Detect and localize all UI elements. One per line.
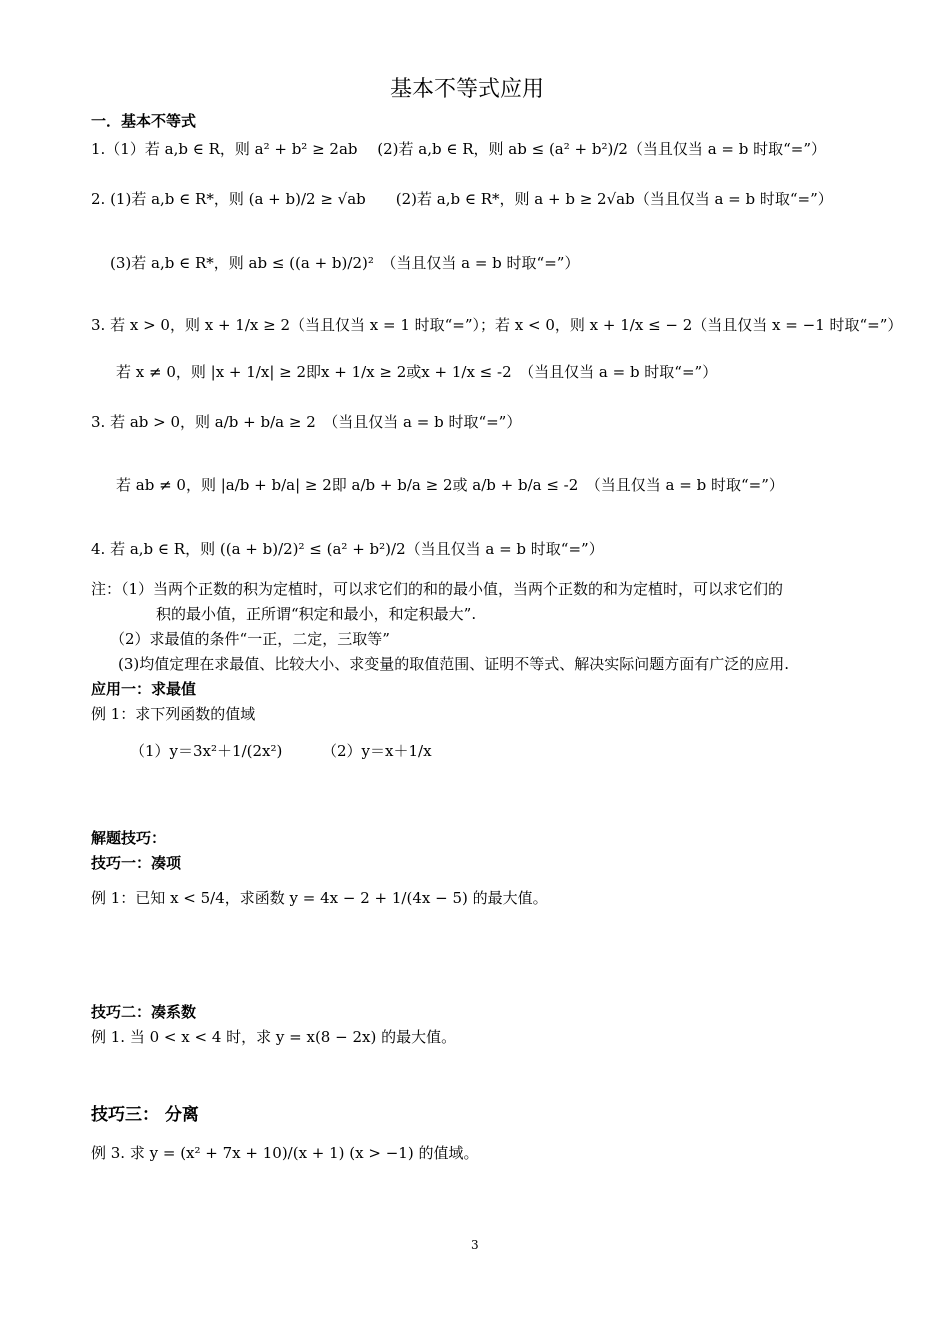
item-4: 4. 若 a,b ∈ R，则 ((a + b)/2)² ≤ (a² + b²)/2（当且仅当 a = b 时取“=”） <box>91 540 604 558</box>
application-1-heading: 应用一：求最值 <box>91 680 197 698</box>
tips-heading: 解题技巧： <box>91 829 167 847</box>
item-3-second: 3. 若 ab > 0，则 a/b + b/a ≥ 2 （当且仅当 a = b 时取“=”） <box>91 413 522 431</box>
section-basic-inequality: 一．基本不等式 <box>91 112 197 130</box>
item-3-second-b: 若 ab ≠ 0，则 |a/b + b/a| ≥ 2即 a/b + b/a ≥ 2或 a/b + b/a ≤ -2 （当且仅当 a = b 时取“=”） <box>116 476 784 494</box>
note-3: (3)均值定理在求最值、比较大小、求变量的取值范围、证明不等式、解决实际问题方面有广泛的应用. <box>118 655 790 673</box>
tip-3-heading: 技巧三： 分离 <box>91 1105 199 1125</box>
tip-3-example: 例 3. 求 y = (x² + 7x + 10)/(x + 1) (x > −1) 的值域。 <box>91 1144 479 1162</box>
note-2: （2）求最值的条件“一正，二定，三取等” <box>110 630 390 648</box>
tip-1-heading: 技巧一：凑项 <box>91 854 182 872</box>
tip-2-heading: 技巧二：凑系数 <box>91 1003 197 1021</box>
example-1-q2: （2）y＝x＋1/x <box>322 742 432 760</box>
item-3-b: 若 x ≠ 0，则 |x + 1/x| ≥ 2即x + 1/x ≥ 2或x + 1/x ≤ -2 （当且仅当 a = b 时取“=”） <box>116 363 718 381</box>
item-2: 2. (1)若 a,b ∈ R*，则 (a + b)/2 ≥ √ab (2)若 a,b ∈ R*，则 a + b ≥ 2√ab（当且仅当 a = b 时取“=”） <box>91 190 833 208</box>
tip-1-example: 例 1：已知 x < 5/4，求函数 y = 4x − 2 + 1/(4x − 5) 的最大值。 <box>91 889 548 907</box>
note-1a: 注：（1）当两个正数的积为定植时，可以求它们的和的最小值，当两个正数的和为定植时，可以求它们的 <box>91 580 784 598</box>
item-1: 1.（1）若 a,b ∈ R，则 a² + b² ≥ 2ab (2)若 a,b ∈ R，则 ab ≤ (a² + b²)/2（当且仅当 a = b 时取“=”） <box>91 140 827 158</box>
page-title: 基本不等式应用 <box>390 77 545 102</box>
example-1: 例 1：求下列函数的值域 <box>91 705 256 723</box>
item-3: 3. 若 x > 0，则 x + 1/x ≥ 2（当且仅当 x = 1 时取“=”）；若 x < 0，则 x + 1/x ≤ − 2（当且仅当 x = −1 时取“=”） <box>91 316 903 334</box>
item-2-3: (3)若 a,b ∈ R*，则 ab ≤ ((a + b)/2)² （当且仅当 a = b 时取“=”） <box>110 254 580 272</box>
page-number: 3 <box>471 1238 479 1252</box>
note-1b: 积的最小值，正所谓“积定和最小，和定积最大”. <box>156 605 477 623</box>
example-1-q1: （1）y＝3x²＋1/(2x²) <box>130 742 283 760</box>
tip-2-example: 例 1. 当 0 < x < 4 时，求 y = x(8 − 2x) 的最大值。 <box>91 1028 457 1046</box>
